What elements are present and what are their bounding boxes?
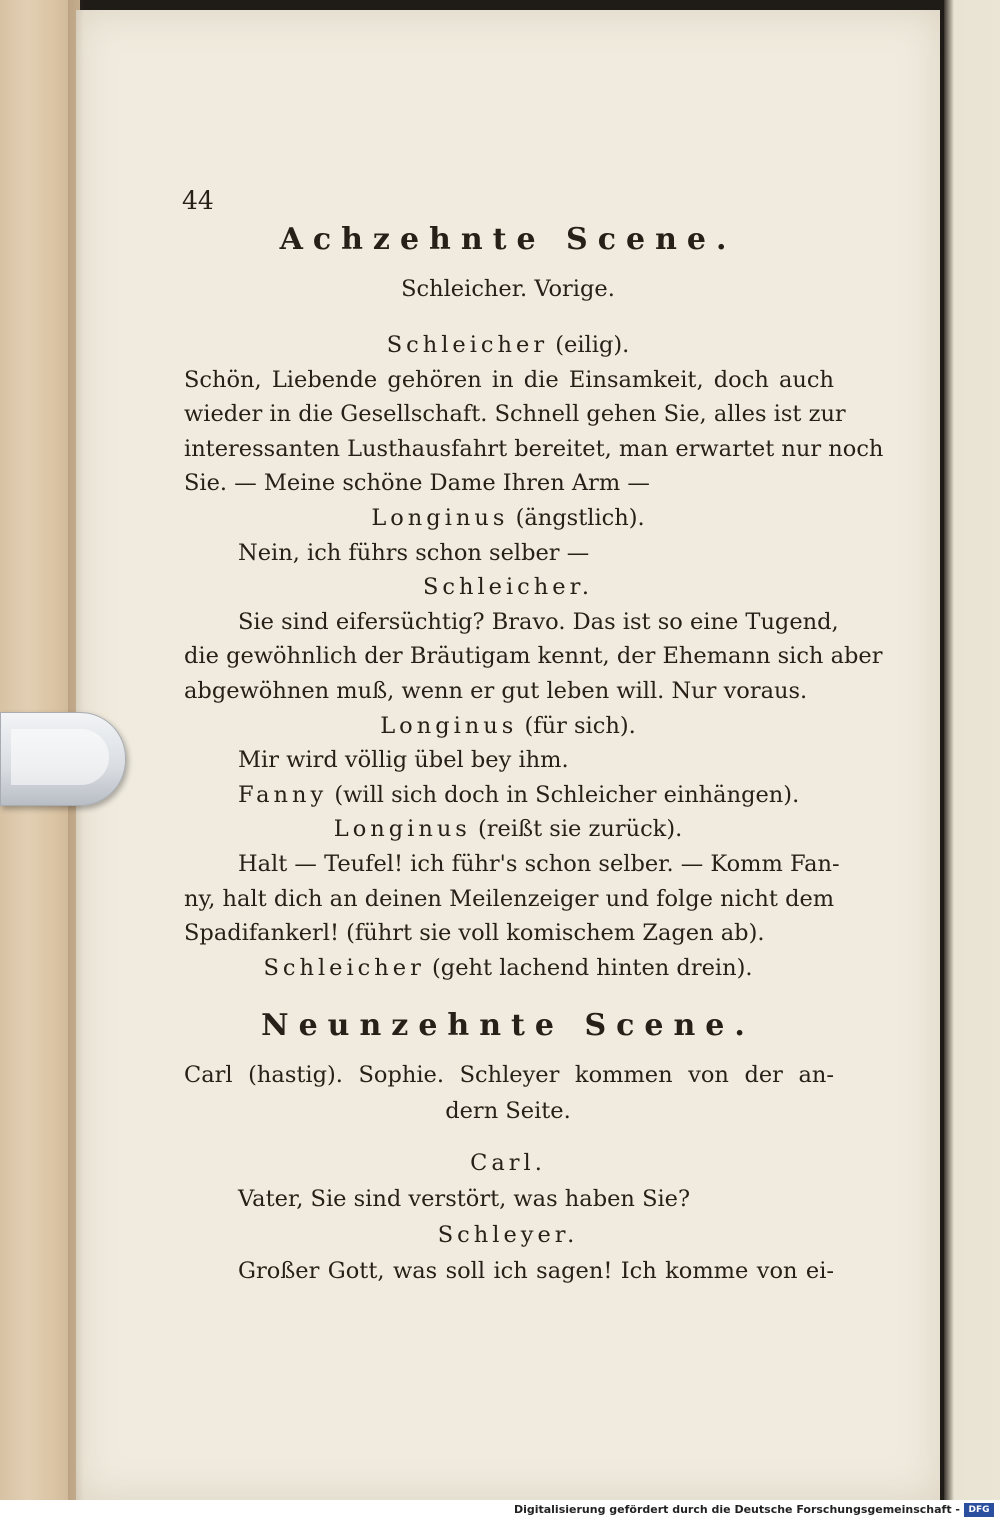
scene-18-cast: Schleicher. Vorige. [401, 276, 615, 302]
scene-18-title: Achzehnte Scene. [279, 222, 737, 257]
dialogue-line: Sie sind eifersüchtig? Bravo. Das ist so eine Tugend, [238, 608, 839, 635]
stage-direction: (will sich doch in Schleicher einhängen). [327, 781, 800, 808]
dialogue-line: abgewöhnen muß, wenn er gut leben will. Nur voraus. [184, 678, 808, 704]
page-clip [0, 712, 126, 806]
speaker-line [180, 332, 836, 358]
scene-19-cast-line: Carl (hastig). Sophie. Schleyer kommen von der an- [184, 1062, 834, 1088]
dialogue-line: Mir wird völlig übel bey ihm. [238, 747, 569, 774]
speaker-name: Schleyer. [437, 1222, 579, 1248]
stage-direction: (ängstlich). [508, 505, 645, 531]
speaker-line [180, 1222, 836, 1248]
dialogue-line: wieder in die Gesellschaft. Schnell gehen Sie, alles ist zur [184, 401, 846, 428]
page-clip-highlight [11, 729, 109, 785]
speaker-line [180, 713, 836, 739]
speaker-name: Longinus [371, 505, 509, 531]
speaker-line [180, 574, 836, 600]
speaker-line [180, 816, 836, 842]
footer-bar [0, 1500, 1000, 1520]
dialogue-line: Halt — Teufel! ich führ's schon selber. — Komm Fan- [238, 851, 840, 877]
dialogue-line: Spadifankerl! (führt sie voll komischem Zagen ab). [184, 920, 765, 947]
dialogue-line: Vater, Sie sind verstört, was haben Sie? [238, 1186, 691, 1212]
dialogue-line: Schön, Liebende gehören in die Einsamkeit, doch auch [184, 366, 834, 393]
scene-19-cast-line: dern Seite. [445, 1098, 571, 1124]
dialogue-line: interessanten Lusthausfahrt bereitet, man erwartet nur noch [184, 435, 884, 462]
page-number: 44 [182, 186, 214, 215]
speaker-name: Longinus [333, 816, 471, 843]
footer-credit: Digitalisierung gefördert durch die Deutsche Forschungsgemeinschaft - [513, 1503, 960, 1516]
speaker-line [180, 955, 836, 981]
facing-page-sliver [944, 0, 1000, 1500]
speaker-name: Fanny [238, 781, 328, 808]
stage-direction: (für sich). [517, 712, 636, 739]
dialogue-line: Großer Gott, was soll ich sagen! Ich komme von ei- [238, 1258, 834, 1284]
speaker-line [180, 505, 836, 531]
speaker-line [238, 782, 799, 808]
speaker-name: Carl. [470, 1150, 546, 1176]
stage-direction: (eilig). [548, 332, 630, 358]
speaker-name: Schleicher [263, 954, 425, 981]
speaker-name: Longinus [380, 712, 518, 739]
dfg-logo: DFG [964, 1503, 994, 1517]
speaker-name: Schleicher [386, 332, 549, 358]
stage-direction: (reißt sie zurück). [470, 816, 683, 843]
stage-direction: (geht lachend hinten drein). [424, 954, 753, 981]
speaker-line [180, 1150, 836, 1176]
scene-19-title: Neunzehnte Scene. [261, 1008, 755, 1043]
speaker-name: Schleicher. [422, 574, 594, 601]
dialogue-line: Nein, ich führs schon selber — [238, 539, 590, 566]
dialogue-line: ny, halt dich an deinen Meilenzeiger und folge nicht dem [184, 885, 835, 912]
dialogue-line: die gewöhnlich der Bräutigam kennt, der Ehemann sich aber [184, 643, 883, 670]
dialogue-line: Sie. — Meine schöne Dame Ihren Arm — [184, 470, 650, 497]
